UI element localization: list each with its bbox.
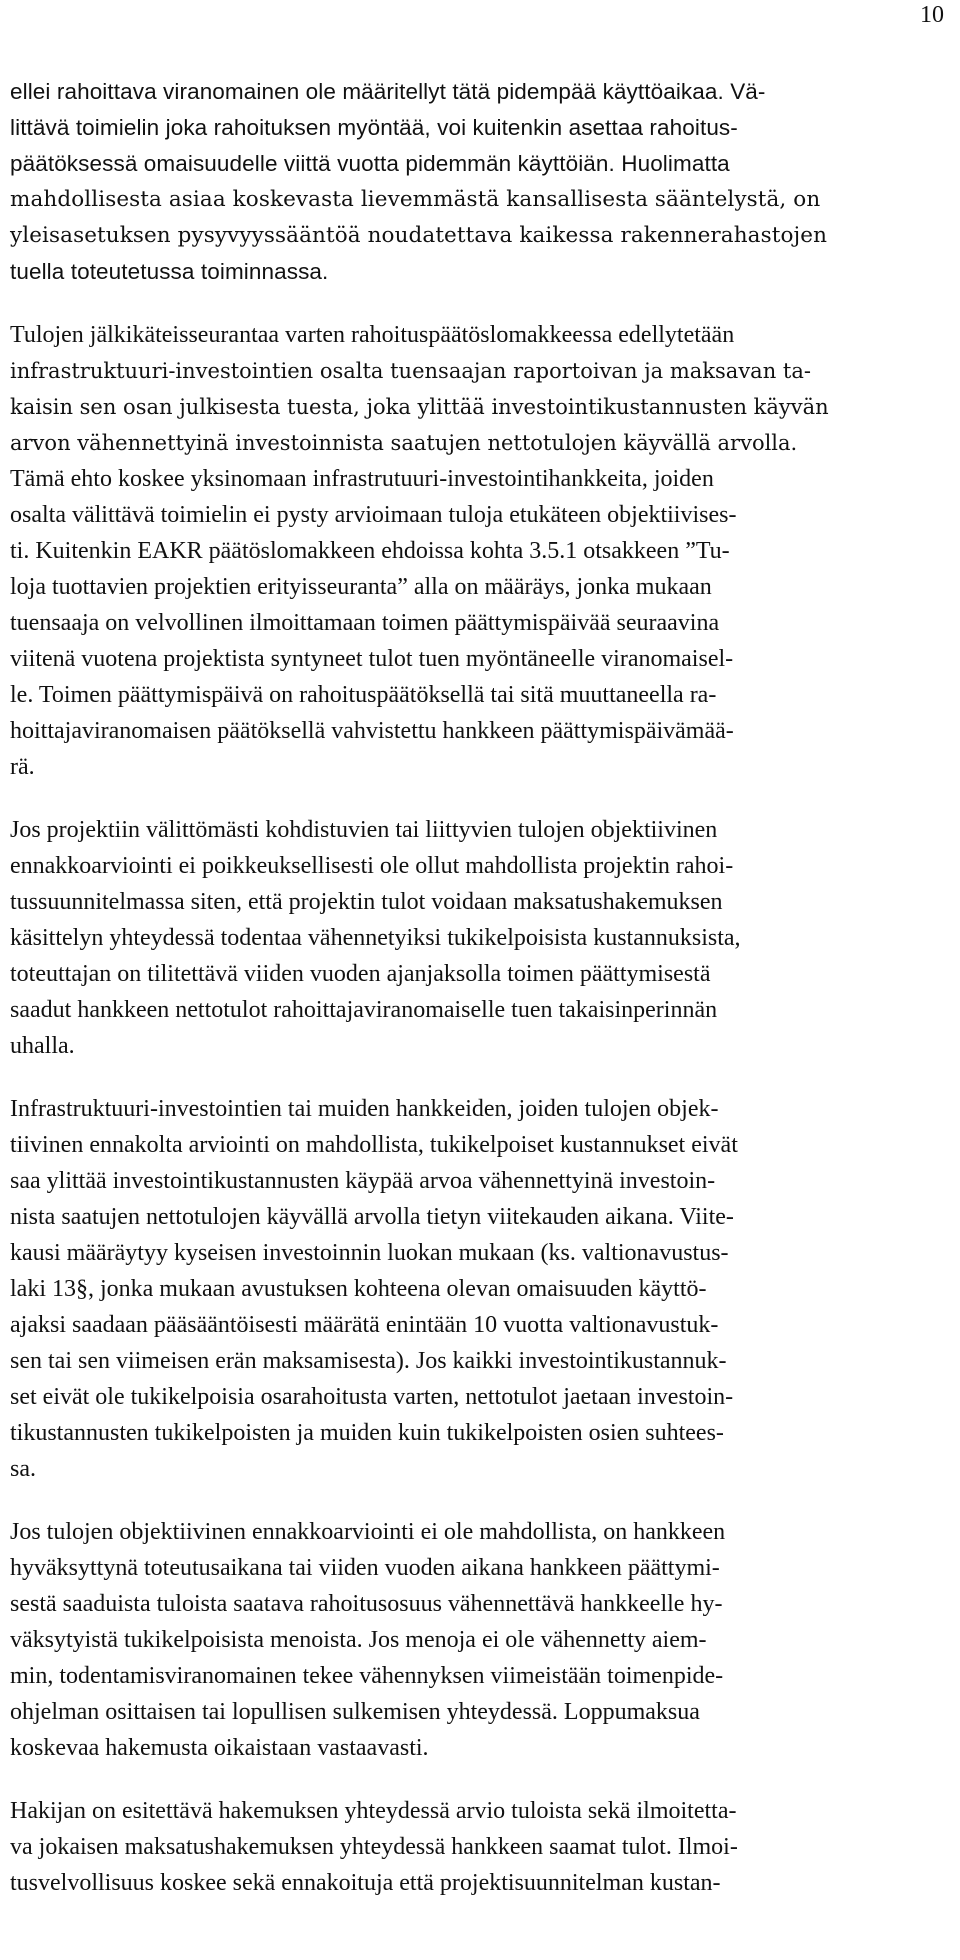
text-line: arvon vähennettyinä investoinnista saatujen nettotulojen käyvällä arvolla. xyxy=(10,431,798,455)
text-line: Jos tulojen objektiivinen ennakkoarviointi ei ole mahdollista, on hankkeen xyxy=(10,1519,726,1545)
text-line: väksytyistä tukikelpoisista menoista. Jos menoja ei ole vähennetty aiem- xyxy=(10,1627,707,1653)
text-line: Jos projektiin välittömästi kohdistuvien tai liittyvien tulojen objektiivinen xyxy=(10,817,718,843)
paragraph-4 xyxy=(10,1091,940,1487)
text-line: ellei rahoittava viranomainen ole määritellyt tätä pidempää käyttöaikaa. Vä- xyxy=(10,79,766,104)
text-line: saadut hankkeen nettotulot rahoittajaviranomaiselle tuen takaisinperinnän xyxy=(10,997,718,1023)
text-line: ti. Kuitenkin EAKR päätöslomakkeen ehdoissa kohta 3.5.1 otsakkeen ”Tu- xyxy=(10,538,730,564)
paragraph-1 xyxy=(10,74,940,290)
text-line: saa ylittää investointikustannusten käypää arvoa vähennettyinä investoin- xyxy=(10,1168,716,1194)
document-body xyxy=(10,74,940,1928)
text-line: ohjelman osittaisen tai lopullisen sulkemisen yhteydessä. Loppumaksua xyxy=(10,1699,700,1725)
text-line: min, todentamisviranomainen tekee vähennyksen viimeistään toimenpide- xyxy=(10,1663,724,1689)
paragraph-5 xyxy=(10,1514,940,1766)
text-line: hoittajaviranomaisen päätöksellä vahvistettu hankkeen päättymispäivämää- xyxy=(10,718,734,744)
text-line: hyväksyttynä toteutusaikana tai viiden vuoden aikana hankkeen päättymi- xyxy=(10,1555,720,1581)
text-line: Tämä ehto koskee yksinomaan infrastrutuuri-investointihankkeita, joiden xyxy=(10,466,714,492)
text-line: uhalla. xyxy=(10,1033,75,1059)
text-line: osalta välittävä toimielin ei pysty arvioimaan tuloja etukäteen objektiivises- xyxy=(10,502,737,528)
text-line: infrastruktuuri-investointien osalta tuensaajan raportoivan ja maksavan ta- xyxy=(10,359,811,383)
text-line: yleisasetuksen pysyvyyssääntöä noudatettava kaikessa rakennerahastojen xyxy=(10,223,828,248)
text-line: laki 13§, jonka mukaan avustuksen kohteena olevan omaisuuden käyttö- xyxy=(10,1276,707,1302)
text-line: tikustannusten tukikelpoisten ja muiden kuin tukikelpoisten osien suhtees- xyxy=(10,1420,724,1446)
paragraph-2 xyxy=(10,317,940,785)
text-line: loja tuottavien projektien erityisseuranta” alla on määräys, jonka mukaan xyxy=(10,574,712,600)
text-line: toteuttajan on tilitettävä viiden vuoden ajanjaksolla toimen päättymisestä xyxy=(10,961,711,987)
text-line: sa. xyxy=(10,1456,36,1482)
text-line: ajaksi saadaan pääsääntöisesti määrätä enintään 10 vuotta valtionavustuk- xyxy=(10,1312,719,1338)
text-line: littävä toimielin joka rahoituksen myöntää, voi kuitenkin asettaa rahoitus- xyxy=(10,115,738,140)
text-line: sen tai sen viimeisen erän maksamisesta). Jos kaikki investointikustannuk- xyxy=(10,1348,727,1374)
page-number: 10 xyxy=(920,2,944,28)
text-line: päätöksessä omaisuudelle viittä vuotta pidemmän käyttöiän. Huolimatta xyxy=(10,151,730,176)
text-line: le. Toimen päättymispäivä on rahoituspäätöksellä tai sitä muuttaneella ra- xyxy=(10,682,717,708)
text-line: käsittelyn yhteydessä todentaa vähennetyiksi tukikelpoisista kustannuksista, xyxy=(10,925,741,951)
text-line: tussuunnitelmassa siten, että projektin tulot voidaan maksatushakemuksen xyxy=(10,889,723,915)
text-line: koskevaa hakemusta oikaistaan vastaavasti. xyxy=(10,1735,429,1761)
text-line: kaisin sen osan julkisesta tuesta, joka ylittää investointikustannusten käyvän xyxy=(10,395,829,419)
text-line: ennakkoarviointi ei poikkeuksellisesti ole ollut mahdollista projektin rahoi- xyxy=(10,853,734,879)
text-line: viitenä vuotena projektista syntyneet tulot tuen myöntäneelle viranomaisel- xyxy=(10,646,734,672)
text-line: tuella toteutetussa toiminnassa. xyxy=(10,259,329,284)
text-line: tiivinen ennakolta arviointi on mahdollista, tukikelpoiset kustannukset eivät xyxy=(10,1132,738,1158)
text-line: rä. xyxy=(10,754,35,780)
paragraph-3 xyxy=(10,812,940,1064)
text-line: tusvelvollisuus koskee sekä ennakoituja että projektisuunnitelman kustan- xyxy=(10,1870,721,1896)
text-line: Tulojen jälkikäteisseurantaa varten rahoituspäätöslomakkeessa edellytetään xyxy=(10,322,735,348)
text-line: mahdollisesta asiaa koskevasta lievemmästä kansallisesta sääntelystä, on xyxy=(10,187,821,212)
text-line: set eivät ole tukikelpoisia osarahoitusta varten, nettotulot jaetaan investoin- xyxy=(10,1384,734,1410)
text-line: nista saatujen nettotulojen käyvällä arvolla tietyn viitekauden aikana. Viite- xyxy=(10,1204,734,1230)
text-line: sestä saaduista tuloista saatava rahoitusosuus vähennettävä hankkeelle hy- xyxy=(10,1591,723,1617)
text-line: tuensaaja on velvollinen ilmoittamaan toimen päättymispäivää seuraavina xyxy=(10,610,720,636)
paragraph-6 xyxy=(10,1793,940,1901)
text-line: kausi määräytyy kyseisen investoinnin luokan mukaan (ks. valtionavustus- xyxy=(10,1240,729,1266)
text-line: Hakijan on esitettävä hakemuksen yhteydessä arvio tuloista sekä ilmoitetta- xyxy=(10,1798,737,1824)
text-line: Infrastruktuuri-investointien tai muiden hankkeiden, joiden tulojen objek- xyxy=(10,1096,719,1122)
text-line: va jokaisen maksatushakemuksen yhteydessä hankkeen saamat tulot. Ilmoi- xyxy=(10,1834,738,1860)
